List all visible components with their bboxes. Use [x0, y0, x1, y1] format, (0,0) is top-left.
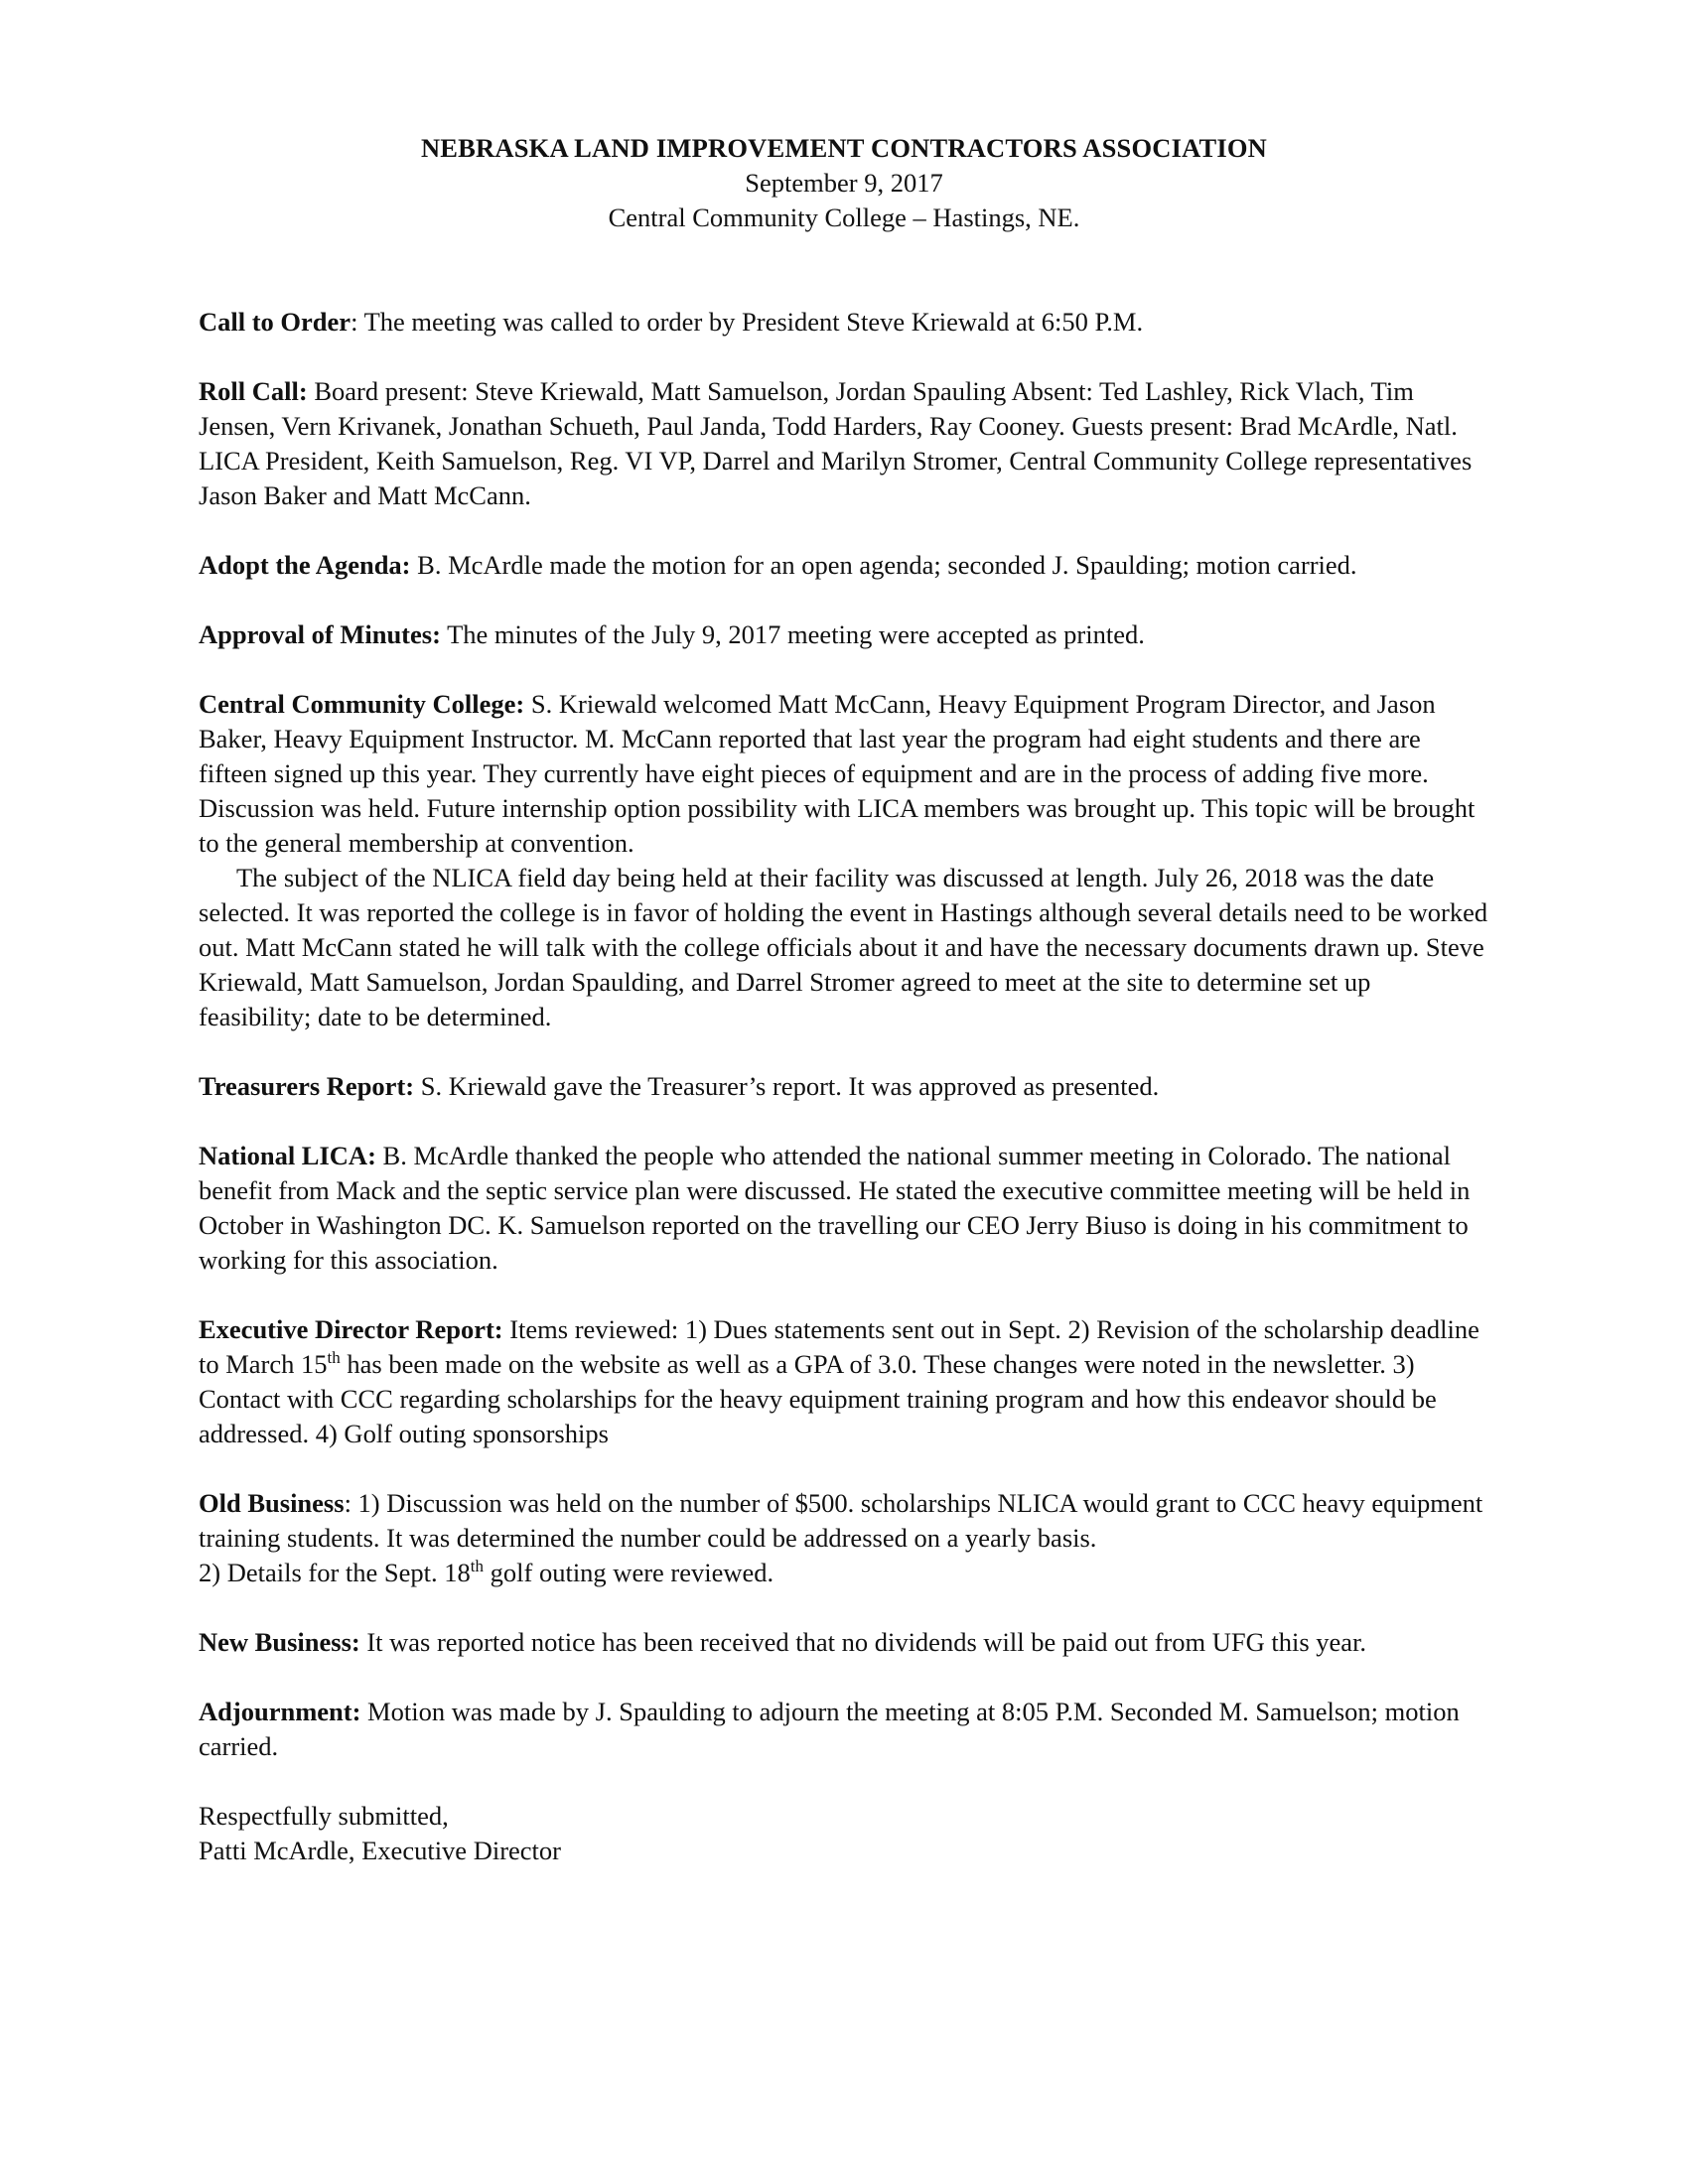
section-label: Central Community College:: [199, 689, 525, 719]
section-approval-of-minutes: [199, 617, 1489, 652]
meeting-location: Central Community College – Hastings, NE.: [608, 203, 1080, 232]
section-text: B. McArdle made the motion for an open agenda; seconded J. Spaulding; motion carried.: [410, 550, 1357, 580]
section-adjournment: [199, 1695, 1489, 1764]
section-roll-call: [199, 374, 1489, 513]
section-text: : 1) Discussion was held on the number of $500. scholarships NLICA would grant to CCC heavy equipment training students. It was determined the number could be addressed on a yearly basis.: [199, 1488, 1483, 1553]
section-label: New Business:: [199, 1627, 360, 1657]
section-label: Treasurers Report:: [199, 1071, 415, 1101]
section-label: Executive Director Report:: [199, 1314, 503, 1344]
section-label: Roll Call:: [199, 376, 308, 406]
section-text: S. Kriewald welcomed Matt McCann, Heavy Equipment Program Director, and Jason Baker, Heavy Equipment Instructor. M. McCann reported that last year the program had eight students and there are fifteen signed up this year. They currently have eight pieces of equipment and are in the process of adding five more. Discussion was held. Future internship option possibility with LICA members was brought up. This topic will be brought to the general membership at convention.: [199, 689, 1476, 858]
section-label: Adopt the Agenda:: [199, 550, 411, 580]
section-label: Approval of Minutes:: [199, 619, 441, 649]
section-text: S. Kriewald gave the Treasurer’s report. It was approved as presented.: [414, 1071, 1160, 1101]
section-text: Motion was made by J. Spaulding to adjourn the meeting at 8:05 P.M. Seconded M. Samuelson; motion carried.: [199, 1697, 1460, 1761]
section-label: National LICA:: [199, 1141, 376, 1170]
section-text: It was reported notice has been received that no dividends will be paid out from UFG this year.: [359, 1627, 1367, 1657]
section-central-community-college: [199, 687, 1489, 1034]
document-header: [199, 131, 1489, 235]
section-label: Call to Order: [199, 307, 352, 337]
superscript: th: [327, 1348, 341, 1367]
section-new-business: [199, 1625, 1489, 1660]
section-text: The minutes of the July 9, 2017 meeting were accepted as printed.: [440, 619, 1145, 649]
meeting-date: September 9, 2017: [745, 168, 943, 198]
old-business-item-2: 2) Details for the Sept. 18: [199, 1558, 471, 1587]
section-label: Adjournment:: [199, 1697, 361, 1726]
section-paragraph-2: The subject of the NLICA field day being held at their facility was discussed at length. July 26, 2018 was the date selected. It was reported the college is in favor of holding the event in Hastings although several details need to be worked out. Matt McCann stated he will talk with the college officials about it and have the necessary documents drawn up. Steve Kriewald, Matt Samuelson, Jordan Spaulding, and Darrel Stromer agreed to meet at the site to determine set up feasibility; date to be determined.: [199, 863, 1488, 1031]
section-executive-director-report: [199, 1312, 1489, 1451]
signoff-closing: Respectfully submitted,: [199, 1801, 449, 1831]
signoff: [199, 1799, 1489, 1868]
section-text: B. McArdle thanked the people who attended the national summer meeting in Colorado. The national benefit from Mack and the septic service plan were discussed. He stated the executive committee meeting will be held in October in Washington DC. K. Samuelson reported on the travelling our CEO Jerry Biuso is doing in his commitment to working for this association.: [199, 1141, 1471, 1275]
section-old-business: [199, 1486, 1489, 1590]
section-adopt-agenda: [199, 548, 1489, 583]
section-national-lica: [199, 1139, 1489, 1278]
section-text: Items reviewed: 1) Dues statements sent out in Sept. 2) Revision of the scholarship deadline to March 15: [199, 1314, 1479, 1379]
section-treasurers-report: [199, 1069, 1489, 1104]
section-text: : The meeting was called to order by President Steve Kriewald at 6:50 P.M.: [351, 307, 1144, 337]
old-business-item-2-continued: golf outing were reviewed.: [484, 1558, 774, 1587]
organization-title: NEBRASKA LAND IMPROVEMENT CONTRACTORS ASSOCIATION: [420, 133, 1268, 163]
section-text-continued: has been made on the website as well as a GPA of 3.0. These changes were noted in the newsletter. 3) Contact with CCC regarding scholarships for the heavy equipment training program and how this endeavor should be addressed. 4) Golf outing sponsorships: [199, 1349, 1437, 1448]
superscript: th: [470, 1557, 485, 1575]
signoff-name: Patti McArdle, Executive Director: [199, 1836, 561, 1865]
section-text: Board present: Steve Kriewald, Matt Samuelson, Jordan Spauling Absent: Ted Lashley, Rick Vlach, Tim Jensen, Vern Krivanek, Jonathan Schueth, Paul Janda, Todd Harders, Ray Cooney. Guests present: Brad McArdle, Natl. LICA President, Keith Samuelson, Reg. VI VP, Darrel and Marilyn Stromer, Central Community College representatives Jason Baker and Matt McCann.: [199, 376, 1473, 510]
section-label: Old Business: [199, 1488, 345, 1518]
section-call-to-order: [199, 305, 1489, 340]
